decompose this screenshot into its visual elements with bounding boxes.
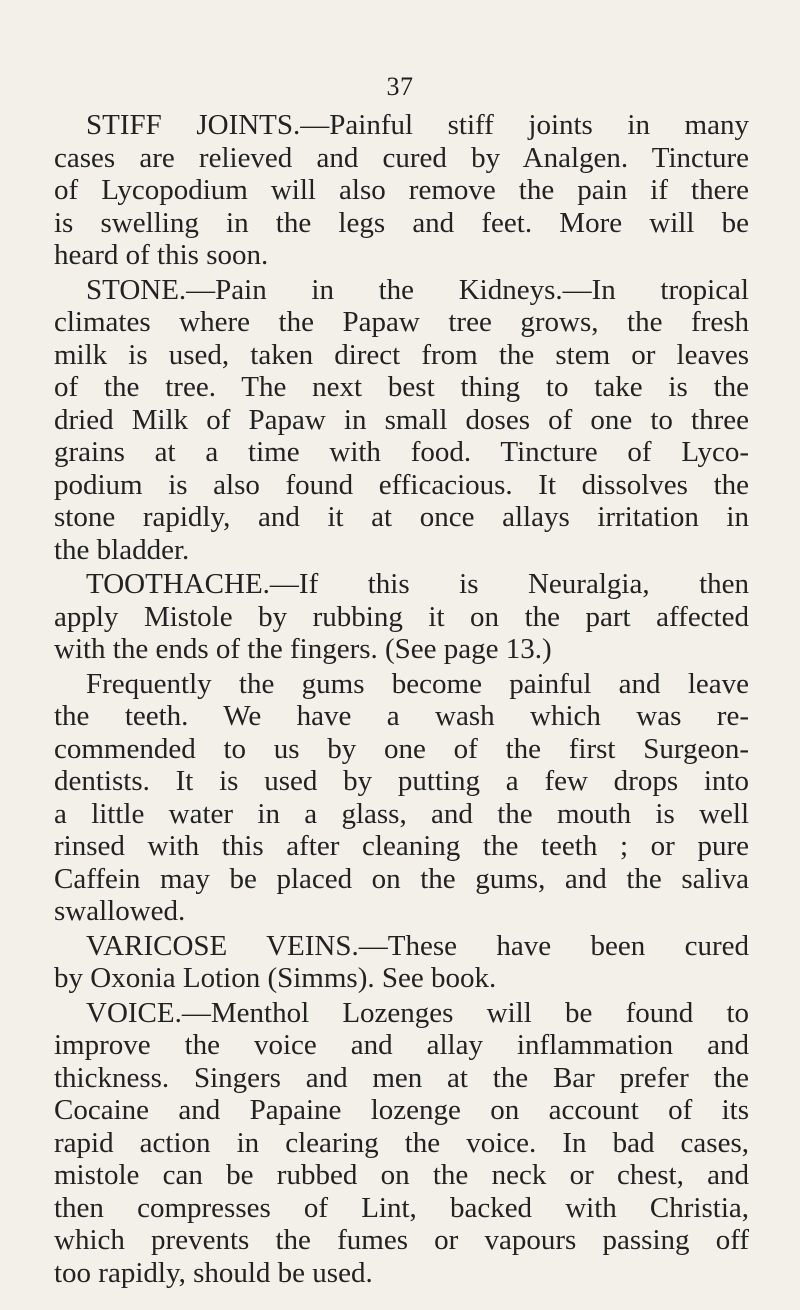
text-line: Cocaine and Papaine lozenge on account of its bbox=[54, 1094, 749, 1126]
text-line: Frequently the gums become painful and leave bbox=[86, 667, 749, 700]
text-line: stone rapidly, and it at once allays irritation in bbox=[54, 501, 749, 533]
paragraph-voice bbox=[54, 997, 749, 1290]
text-line: STIFF JOINTS.—Painful stiff joints in many bbox=[86, 109, 749, 141]
paragraph-stone bbox=[54, 274, 749, 567]
text-line: the bladder. bbox=[54, 533, 190, 566]
paragraph-varicose-veins bbox=[54, 930, 749, 995]
text-line: climates where the Papaw tree grows, the fresh bbox=[54, 306, 749, 338]
page-body bbox=[54, 109, 749, 1291]
text-line: of the tree. The next best thing to take is the bbox=[54, 371, 749, 403]
text-line: podium is also found efficacious. It dissolves the bbox=[54, 468, 749, 501]
text-line: by Oxonia Lotion (Simms). See book. bbox=[54, 962, 497, 994]
text-line: dried Milk of Papaw in small doses of one to three bbox=[54, 403, 749, 436]
text-line: of Lycopodium will also remove the pain if there bbox=[54, 174, 749, 206]
text-line: commended to us by one of the first Surgeon- bbox=[54, 732, 749, 765]
text-line: STONE.—Pain in the Kidneys.—In tropical bbox=[86, 273, 749, 306]
text-line: improve the voice and allay inflammation and bbox=[54, 1029, 749, 1061]
text-line: VARICOSE VEINS.—These have been cured bbox=[86, 929, 749, 962]
paragraph-toothache bbox=[54, 568, 749, 666]
text-line: too rapidly, should be used. bbox=[54, 1256, 373, 1289]
text-line: mistole can be rubbed on the neck or chest, and bbox=[54, 1159, 749, 1191]
paragraph-stiff-joints bbox=[54, 109, 749, 272]
text-line: swallowed. bbox=[54, 895, 186, 927]
text-line: VOICE.—Menthol Lozenges will be found to bbox=[86, 996, 749, 1029]
text-line: milk is used, taken direct from the stem or leaves bbox=[54, 338, 749, 371]
text-line: rinsed with this after cleaning the teeth ; or pure bbox=[54, 830, 749, 862]
text-line: then compresses of Lint, backed with Christia, bbox=[54, 1191, 749, 1224]
text-line: is swelling in the legs and feet. More will be bbox=[54, 206, 749, 239]
text-line: TOOTHACHE.—If this is Neuralgia, then bbox=[86, 568, 749, 600]
text-line: the teeth. We have a wash which was re- bbox=[54, 700, 749, 732]
text-line: rapid action in clearing the voice. In bad cases, bbox=[54, 1126, 749, 1159]
text-line: dentists. It is used by putting a few drops into bbox=[54, 765, 749, 797]
text-line: cases are relieved and cured by Analgen. Tincture bbox=[54, 141, 749, 174]
text-line: which prevents the fumes or vapours passing off bbox=[54, 1224, 749, 1256]
text-line: Caffein may be placed on the gums, and the saliva bbox=[54, 862, 749, 895]
text-line: a little water in a glass, and the mouth is well bbox=[54, 797, 749, 830]
text-line: thickness. Singers and men at the Bar prefer the bbox=[54, 1061, 749, 1094]
text-line: grains at a time with food. Tincture of Lyco- bbox=[54, 436, 749, 468]
text-line: with the ends of the fingers. (See page 13.) bbox=[54, 633, 552, 665]
text-line: heard of this soon. bbox=[54, 239, 269, 271]
text-line: apply Mistole by rubbing it on the part affected bbox=[54, 600, 749, 633]
page-number: 37 bbox=[386, 72, 414, 101]
paragraph-toothache-gums bbox=[54, 668, 749, 928]
